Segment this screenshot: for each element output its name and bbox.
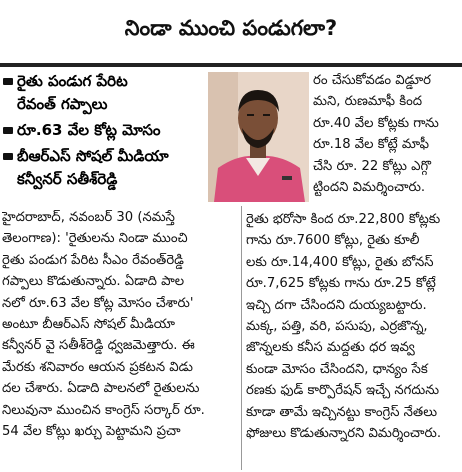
column-divider bbox=[241, 206, 242, 470]
text-line: రం చేసుకోవడం విడ్డూర bbox=[313, 73, 431, 88]
text-line: 54 వేల కోట్లు ఖర్చు పెట్టామని ప్రచా bbox=[2, 423, 181, 439]
text-line: హైదరాబాద్, నవంబర్ 30 (నమస్తే bbox=[2, 210, 175, 225]
text-line: గాను రూ.7600 కోట్లు, రైతు కూలీ bbox=[246, 233, 420, 249]
text-line: జొన్నలకు కనీస మద్దతు ధర ఇవ్వ bbox=[246, 340, 415, 356]
portrait-illustration bbox=[208, 72, 309, 202]
bullet-square-icon bbox=[3, 78, 13, 85]
bullet-text: రైతు పండుగ పేరిట రేవంత్ గప్పాలు bbox=[17, 72, 128, 113]
text-line: రూ.18 వేల కోట్లే మాఫీ bbox=[313, 137, 430, 153]
text-line: ఫోజులు కొడుతున్నారని విమర్శించారు. bbox=[246, 425, 442, 441]
bullet-item bbox=[2, 70, 210, 116]
headline-rule bbox=[0, 63, 462, 67]
text-line: మక్క, పత్తి, వరి, పసుపు, ఎర్రజొన్న, bbox=[246, 318, 428, 334]
bullet-item bbox=[2, 145, 210, 191]
text-line: రైతు పండుగ పేరిట సీఎం రేవంత్‌రెడ్డి bbox=[2, 252, 184, 268]
text-line: అంటూ బీఆర్ఎస్ సోషల్ మీడియా bbox=[2, 316, 175, 332]
text-line: ఇచ్చి దగా చేసిందని దుయ్యబట్టారు. bbox=[246, 297, 427, 313]
text-line: కూడా తామే ఇచ్చినట్టు కాంగ్రెస్ నేతలు bbox=[246, 404, 438, 420]
article-column-right-bottom bbox=[246, 209, 462, 444]
text-line: లకు రూ.14,400 కోట్లు, రైతు బోనస్ bbox=[246, 254, 434, 270]
bullet-square-icon bbox=[3, 153, 13, 160]
text-line: ట్టిందని విమర్శించారు. bbox=[313, 179, 426, 195]
portrait-photo bbox=[208, 72, 309, 202]
text-line: మని, రుణమాఫీ కింద bbox=[313, 94, 423, 110]
text-line: రణకు ఫుడ్ కార్పొరేషన్ ఇచ్చే నగదును bbox=[246, 383, 440, 399]
text-line: మేరకు శనివారం ఆయన ప్రకటన విడు bbox=[2, 359, 193, 375]
bullet-text: బీఆర్ఎస్ సోషల్ మీడియా కన్వీనర్ సతీశ్‌రెడ్డి bbox=[17, 147, 169, 188]
text-line: రైతు భరోసా కింద రూ.22,800 కోట్లకు bbox=[246, 212, 441, 227]
text-line: రూ.7,625 కోట్లకు గాను రూ.25 కోట్లే bbox=[246, 276, 436, 292]
text-line: నలో రూ.63 వేల కోట్ల మోసం చేశారు' bbox=[2, 295, 194, 311]
bullet-item bbox=[2, 119, 210, 142]
text-line: నిలువునా ముంచిన కాంగ్రెస్ సర్కార్ రూ. bbox=[2, 402, 205, 418]
article-column-right-top bbox=[313, 70, 462, 198]
text-line: రూ.40 వేల కోట్లకు గాను bbox=[313, 115, 439, 131]
article-column-left bbox=[2, 207, 240, 442]
headline: నిండా ముంచి పండుగలా? bbox=[124, 16, 338, 40]
text-line: కన్వీనర్ వై సతీశ్‌రెడ్డి ధ్వజమెత్తారు. ఈ bbox=[2, 338, 195, 354]
bullet-list bbox=[2, 70, 210, 194]
text-line: గప్పాలు కొడుతున్నారు. ఏడాది పాల bbox=[2, 274, 185, 290]
text-line: తెలంగాణ): 'రైతులను నిండా ముంచి bbox=[2, 231, 188, 247]
text-line: దల చేశారు. ఏడాది పాలనలో రైతులను bbox=[2, 381, 200, 397]
bullet-square-icon bbox=[3, 127, 13, 134]
bullet-text: రూ.63 వేల కోట్ల మోసం bbox=[17, 121, 161, 139]
text-line: కుండా మోసం చేసిందని, ధాన్యం సేక bbox=[246, 361, 428, 377]
text-line: చేసి రూ. 22 కోట్లు ఎగ్గొ bbox=[313, 158, 432, 174]
